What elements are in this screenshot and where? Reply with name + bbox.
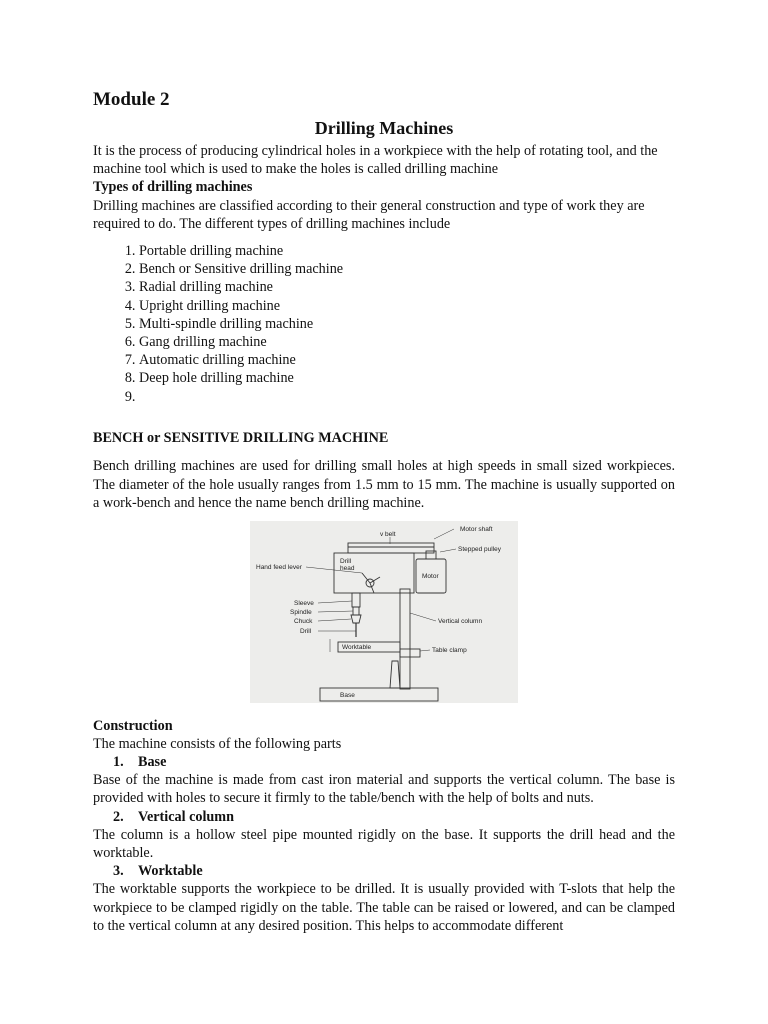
- chuck-shape: [351, 615, 361, 623]
- label-motor: Motor: [422, 572, 439, 580]
- part-name: Base: [138, 753, 167, 770]
- list-item: 1. Portable drilling machine: [139, 242, 675, 260]
- part-name: Worktable: [138, 863, 203, 880]
- types-heading: Types of drilling machines: [93, 179, 253, 196]
- label-stepped-pulley: Stepped pulley: [458, 545, 502, 553]
- document-page: [93, 88, 675, 935]
- types-intro-paragraph: Drilling machines are classified according to their general construction and type of work they are required to do. The different types of drilling machines include: [93, 197, 645, 232]
- leader-line: [434, 529, 454, 539]
- list-item: 5. Multi-spindle drilling machine: [139, 315, 675, 333]
- spindle-shape: [353, 607, 359, 615]
- list-item: 4. Upright drilling machine: [139, 297, 675, 315]
- leader-line: [410, 613, 436, 621]
- list-item: 8. Deep hole drilling machine: [139, 369, 675, 387]
- part-text-base: Base of the machine is made from cast iron material and supports the vertical column. The base is provided with holes to secure it firmly to the table/bench with the help of bolts and nuts.: [93, 772, 675, 807]
- list-item: [139, 388, 675, 406]
- part-heading-worktable: [93, 862, 675, 880]
- hand-feed-arm-line: [370, 577, 380, 583]
- part-number: 3.: [113, 863, 124, 880]
- bench-section-heading: BENCH or SENSITIVE DRILLING MACHINE: [93, 429, 389, 446]
- part-text-vertical-column: The column is a hollow steel pipe mounted rigidly on the base. It supports the drill head and the worktable.: [93, 826, 675, 861]
- list-item: 2. Bench or Sensitive drilling machine: [139, 260, 675, 278]
- part-number: 1.: [113, 753, 124, 770]
- label-drill: Drill: [300, 627, 312, 635]
- label-chuck: Chuck: [294, 617, 313, 625]
- label-vertical-column: Vertical column: [438, 617, 483, 625]
- part-text-worktable: The worktable supports the workpiece to be drilled. It is usually provided with T-slots that help the workpiece to be clamped rigidly on the table. The table can be raised or lowered, and can be clamped to the vertical column at any desired position. This helps to accommodate different: [93, 881, 675, 934]
- part-number: 2.: [113, 808, 124, 825]
- leader-line: [440, 549, 456, 552]
- part-heading-vertical-column: [93, 808, 675, 826]
- document-title: Drilling Machines: [314, 118, 454, 138]
- drilling-machine-figure: [250, 521, 518, 703]
- list-item: 6. Gang drilling machine: [139, 333, 675, 351]
- drilling-machine-diagram: [250, 521, 518, 703]
- label-base: Base: [340, 691, 355, 699]
- label-table-clamp: Table clamp: [432, 646, 467, 654]
- intro-paragraph: It is the process of producing cylindrical holes in a workpiece with the help of rotating tool, and the machine tool which is used to make the holes is called drilling machine: [93, 143, 658, 178]
- part-name: Vertical column: [138, 808, 235, 825]
- label-worktable: Worktable: [342, 643, 372, 651]
- part-heading-base: [93, 753, 675, 771]
- label-hand-feed-lever: Hand feed lever: [256, 563, 302, 571]
- base-shape: [320, 688, 438, 701]
- leader-line: [318, 611, 353, 612]
- sleeve-shape: [352, 593, 360, 607]
- column-pedestal-shape: [390, 661, 400, 688]
- leader-line: [420, 650, 430, 651]
- label-v-belt: v belt: [380, 530, 396, 538]
- label-drill-head-1: Drill: [340, 557, 352, 565]
- leader-line: [318, 619, 351, 621]
- types-list: [93, 242, 675, 406]
- label-drill-head-2: head: [340, 564, 355, 572]
- stepped-pulley-shape: [426, 551, 436, 559]
- construction-intro: The machine consists of the following parts: [93, 735, 342, 752]
- label-spindle: Spindle: [290, 608, 312, 616]
- list-item: 7. Automatic drilling machine: [139, 351, 675, 369]
- list-item: 3. Radial drilling machine: [139, 278, 675, 296]
- vertical-column-shape: [400, 589, 410, 689]
- label-sleeve: Sleeve: [294, 599, 314, 607]
- construction-heading: Construction: [93, 717, 173, 734]
- label-motor-shaft: Motor shaft: [460, 525, 493, 533]
- module-heading: Module 2: [93, 89, 170, 110]
- construction-section: [93, 717, 675, 935]
- pulley-guard-shape: [348, 543, 434, 553]
- leader-line: [318, 601, 352, 603]
- bench-paragraph: Bench drilling machines are used for drilling small holes at high speeds in small sized workpieces. The diameter of the hole usually ranges from 1.5 mm to 15 mm. The machine is usually supported on a work-bench and hence the name bench drilling machine.: [93, 458, 675, 512]
